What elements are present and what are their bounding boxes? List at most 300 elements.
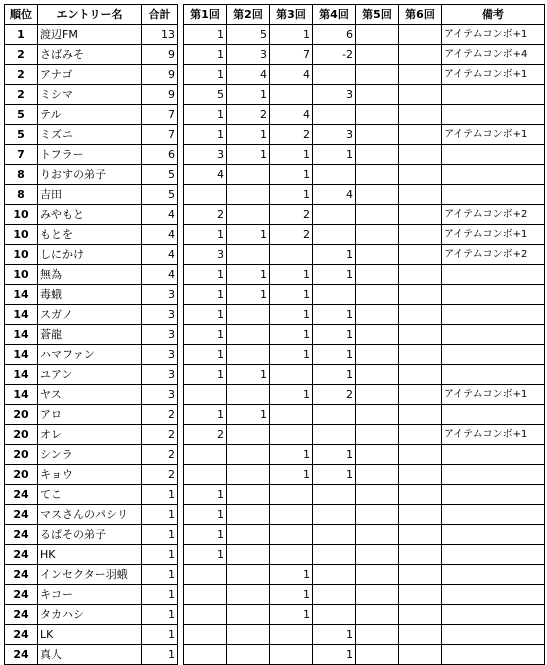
rank-cell: 20 — [5, 405, 38, 425]
standings-row — [5, 25, 178, 45]
total-cell: 3 — [142, 385, 178, 405]
round-6-score-cell — [399, 205, 442, 225]
round-5-score-cell — [356, 325, 399, 345]
round-scores-row — [184, 65, 545, 85]
standings-table — [4, 4, 178, 665]
entry-name-cell: アナゴ — [38, 65, 142, 85]
round-2-score-cell — [227, 605, 270, 625]
total-cell: 4 — [142, 265, 178, 285]
round-3-score-cell — [270, 485, 313, 505]
note-cell — [442, 325, 545, 345]
round-1-score-cell: 1 — [184, 265, 227, 285]
rank-cell: 20 — [5, 465, 38, 485]
round-1-score-cell: 3 — [184, 245, 227, 265]
round-1-score-cell: 1 — [184, 505, 227, 525]
rank-cell: 24 — [5, 625, 38, 645]
standings-row — [5, 585, 178, 605]
round-4-score-cell: -2 — [313, 45, 356, 65]
round-6-score-cell — [399, 325, 442, 345]
standings-row — [5, 405, 178, 425]
round-6-score-cell — [399, 525, 442, 545]
rank-cell: 20 — [5, 425, 38, 445]
note-cell — [442, 285, 545, 305]
note-cell — [442, 145, 545, 165]
rank-cell: 14 — [5, 345, 38, 365]
round-2-score-cell — [227, 325, 270, 345]
note-cell — [442, 365, 545, 385]
total-cell: 4 — [142, 245, 178, 265]
round-3-score-cell: 1 — [270, 385, 313, 405]
standings-row — [5, 565, 178, 585]
rank-cell: 24 — [5, 485, 38, 505]
round-scores-row — [184, 205, 545, 225]
entry-name-cell: 渡辺FM — [38, 25, 142, 45]
round-scores-row — [184, 125, 545, 145]
round-4-score-cell: 1 — [313, 145, 356, 165]
round-3-score-cell: 1 — [270, 585, 313, 605]
round-3-score-cell: 1 — [270, 605, 313, 625]
round-1-score-cell: 1 — [184, 105, 227, 125]
round-4-score-cell: 3 — [313, 85, 356, 105]
entry-name-cell: インセクター羽蛾 — [38, 565, 142, 585]
round-3-score-cell — [270, 405, 313, 425]
rank-cell: 10 — [5, 265, 38, 285]
round-6-score-cell — [399, 125, 442, 145]
round-6-score-cell — [399, 245, 442, 265]
rank-cell: 8 — [5, 185, 38, 205]
note-cell — [442, 485, 545, 505]
round-4-score-cell: 1 — [313, 465, 356, 485]
round-scores-row — [184, 545, 545, 565]
round-scores-row — [184, 165, 545, 185]
round-1-score-cell: 2 — [184, 205, 227, 225]
round-6-score-cell — [399, 45, 442, 65]
total-cell: 3 — [142, 345, 178, 365]
note-cell — [442, 345, 545, 365]
round-1-score-cell: 5 — [184, 85, 227, 105]
round-4-score-cell: 1 — [313, 445, 356, 465]
note-cell — [442, 305, 545, 325]
note-cell — [442, 505, 545, 525]
rank-cell: 14 — [5, 385, 38, 405]
standings-row — [5, 245, 178, 265]
round-3-score-cell: 1 — [270, 345, 313, 365]
entry-name-cell: タカハシ — [38, 605, 142, 625]
round-5-score-cell — [356, 225, 399, 245]
entry-name-cell: 吉田 — [38, 185, 142, 205]
note-cell: アイテムコンボ+2 — [442, 205, 545, 225]
round-2-score-cell — [227, 465, 270, 485]
round-1-score-cell — [184, 185, 227, 205]
total-cell: 3 — [142, 365, 178, 385]
round-2-score-cell — [227, 165, 270, 185]
total-cell: 1 — [142, 605, 178, 625]
note-cell: アイテムコンボ+1 — [442, 125, 545, 145]
round-1-score-cell: 2 — [184, 425, 227, 445]
round-2-score-cell — [227, 345, 270, 365]
round-3-score-cell — [270, 365, 313, 385]
rank-cell: 5 — [5, 105, 38, 125]
round-3-score-cell: 4 — [270, 65, 313, 85]
entry-name-cell: ハマファン — [38, 345, 142, 365]
total-cell: 1 — [142, 625, 178, 645]
round-scores-row — [184, 605, 545, 625]
round-3-header: 第3回 — [270, 5, 313, 25]
round-2-score-cell — [227, 205, 270, 225]
round-6-score-cell — [399, 165, 442, 185]
round-2-score-cell — [227, 245, 270, 265]
total-cell: 1 — [142, 585, 178, 605]
round-5-score-cell — [356, 145, 399, 165]
entry-name-cell: HK — [38, 545, 142, 565]
round-1-score-cell: 1 — [184, 125, 227, 145]
round-6-score-cell — [399, 585, 442, 605]
entry-name-cell: 毒蛾 — [38, 285, 142, 305]
round-2-score-cell: 1 — [227, 265, 270, 285]
round-scores-row — [184, 265, 545, 285]
standings-row — [5, 545, 178, 565]
entry-name-cell: テル — [38, 105, 142, 125]
total-cell: 5 — [142, 185, 178, 205]
round-6-score-cell — [399, 65, 442, 85]
rank-cell: 10 — [5, 245, 38, 265]
round-4-score-cell — [313, 165, 356, 185]
round-3-score-cell: 1 — [270, 285, 313, 305]
round-2-score-cell — [227, 305, 270, 325]
round-2-score-cell — [227, 525, 270, 545]
round-4-score-cell — [313, 545, 356, 565]
round-2-score-cell — [227, 445, 270, 465]
round-1-score-cell: 1 — [184, 405, 227, 425]
total-header: 合計 — [142, 5, 178, 25]
round-5-header: 第5回 — [356, 5, 399, 25]
rank-cell: 24 — [5, 525, 38, 545]
rank-cell: 24 — [5, 645, 38, 665]
note-cell — [442, 545, 545, 565]
round-1-score-cell: 1 — [184, 305, 227, 325]
rank-cell: 8 — [5, 165, 38, 185]
round-scores-row — [184, 185, 545, 205]
round-2-score-cell — [227, 485, 270, 505]
round-6-score-cell — [399, 545, 442, 565]
round-1-score-cell: 1 — [184, 25, 227, 45]
round-2-score-cell — [227, 385, 270, 405]
round-scores-row — [184, 525, 545, 545]
entry-name-cell: りおすの弟子 — [38, 165, 142, 185]
note-cell — [442, 165, 545, 185]
round-2-score-cell: 1 — [227, 85, 270, 105]
standings-row — [5, 345, 178, 365]
note-cell — [442, 645, 545, 665]
standings-row — [5, 65, 178, 85]
round-scores-table — [183, 4, 545, 665]
standings-row — [5, 165, 178, 185]
total-cell: 4 — [142, 205, 178, 225]
entry-name-cell: キコー — [38, 585, 142, 605]
standings-row — [5, 125, 178, 145]
round-4-score-cell — [313, 525, 356, 545]
round-2-score-cell — [227, 505, 270, 525]
rank-cell: 14 — [5, 365, 38, 385]
round-3-score-cell — [270, 505, 313, 525]
round-4-score-cell — [313, 105, 356, 125]
round-5-score-cell — [356, 305, 399, 325]
standings-row — [5, 145, 178, 165]
round-4-score-cell — [313, 425, 356, 445]
round-scores-row — [184, 365, 545, 385]
total-cell: 13 — [142, 25, 178, 45]
round-2-score-cell: 1 — [227, 405, 270, 425]
round-3-score-cell: 1 — [270, 445, 313, 465]
round-6-score-cell — [399, 105, 442, 125]
note-cell: アイテムコンボ+1 — [442, 425, 545, 445]
rank-cell: 2 — [5, 65, 38, 85]
round-1-score-cell — [184, 565, 227, 585]
total-cell: 2 — [142, 465, 178, 485]
round-5-score-cell — [356, 185, 399, 205]
standings-row — [5, 385, 178, 405]
round-4-score-cell: 1 — [313, 365, 356, 385]
round-6-score-cell — [399, 485, 442, 505]
round-scores-row — [184, 505, 545, 525]
round-4-score-cell — [313, 485, 356, 505]
round-4-score-cell — [313, 285, 356, 305]
round-scores-row — [184, 145, 545, 165]
round-5-score-cell — [356, 545, 399, 565]
round-4-score-cell: 1 — [313, 305, 356, 325]
standings-row — [5, 645, 178, 665]
round-4-score-cell — [313, 505, 356, 525]
round-3-score-cell: 1 — [270, 145, 313, 165]
round-2-score-cell: 1 — [227, 145, 270, 165]
round-5-score-cell — [356, 285, 399, 305]
round-scores-row — [184, 25, 545, 45]
round-6-score-cell — [399, 185, 442, 205]
rank-cell: 24 — [5, 565, 38, 585]
rank-cell: 10 — [5, 205, 38, 225]
round-6-score-cell — [399, 265, 442, 285]
round-1-score-cell: 4 — [184, 165, 227, 185]
round-2-score-cell: 1 — [227, 125, 270, 145]
round-5-score-cell — [356, 565, 399, 585]
round-scores-row — [184, 305, 545, 325]
total-cell: 9 — [142, 85, 178, 105]
round-scores-row — [184, 325, 545, 345]
round-scores-row — [184, 345, 545, 365]
round-1-score-cell: 1 — [184, 365, 227, 385]
total-cell: 2 — [142, 405, 178, 425]
entry-name-cell: るぱその弟子 — [38, 525, 142, 545]
rank-cell: 2 — [5, 85, 38, 105]
note-cell — [442, 185, 545, 205]
note-cell: アイテムコンボ+4 — [442, 45, 545, 65]
rank-cell: 2 — [5, 45, 38, 65]
total-cell: 1 — [142, 545, 178, 565]
note-cell: アイテムコンボ+1 — [442, 65, 545, 85]
round-2-score-cell — [227, 565, 270, 585]
entry-name-cell: ヤス — [38, 385, 142, 405]
entry-name-cell: ユアン — [38, 365, 142, 385]
round-2-score-cell: 4 — [227, 65, 270, 85]
standings-row — [5, 325, 178, 345]
round-5-score-cell — [356, 365, 399, 385]
standings-row — [5, 485, 178, 505]
total-cell: 3 — [142, 285, 178, 305]
rank-cell: 1 — [5, 25, 38, 45]
round-1-score-cell — [184, 585, 227, 605]
round-5-score-cell — [356, 645, 399, 665]
round-5-score-cell — [356, 85, 399, 105]
round-6-score-cell — [399, 345, 442, 365]
round-5-score-cell — [356, 585, 399, 605]
total-cell: 3 — [142, 325, 178, 345]
round-3-score-cell: 2 — [270, 205, 313, 225]
rank-cell: 24 — [5, 585, 38, 605]
round-3-score-cell — [270, 85, 313, 105]
note-cell — [442, 605, 545, 625]
round-2-score-cell: 5 — [227, 25, 270, 45]
rank-cell: 10 — [5, 225, 38, 245]
round-scores-row — [184, 85, 545, 105]
round-5-score-cell — [356, 485, 399, 505]
round-scores-row — [184, 485, 545, 505]
round-1-score-cell — [184, 645, 227, 665]
note-cell — [442, 445, 545, 465]
total-cell: 1 — [142, 525, 178, 545]
entry-name-cell: もとを — [38, 225, 142, 245]
round-6-score-cell — [399, 505, 442, 525]
round-scores-row — [184, 465, 545, 485]
total-cell: 2 — [142, 445, 178, 465]
round-scores-row — [184, 405, 545, 425]
entry-name-cell: スガノ — [38, 305, 142, 325]
round-5-score-cell — [356, 125, 399, 145]
standings-row — [5, 425, 178, 445]
round-5-score-cell — [356, 385, 399, 405]
round-3-score-cell: 1 — [270, 165, 313, 185]
standings-row — [5, 505, 178, 525]
round-3-score-cell — [270, 245, 313, 265]
round-scores-row — [184, 565, 545, 585]
standings-row — [5, 85, 178, 105]
entry-name-cell: ミシマ — [38, 85, 142, 105]
round-2-score-cell — [227, 545, 270, 565]
total-cell: 2 — [142, 425, 178, 445]
round-1-score-cell: 1 — [184, 545, 227, 565]
rank-cell: 24 — [5, 545, 38, 565]
standings-row — [5, 225, 178, 245]
round-2-score-cell — [227, 425, 270, 445]
round-5-score-cell — [356, 165, 399, 185]
round-4-score-cell: 1 — [313, 345, 356, 365]
round-3-score-cell: 7 — [270, 45, 313, 65]
total-cell: 1 — [142, 505, 178, 525]
round-5-score-cell — [356, 445, 399, 465]
round-2-score-cell — [227, 585, 270, 605]
rank-cell: 20 — [5, 445, 38, 465]
round-4-score-cell: 2 — [313, 385, 356, 405]
round-4-header: 第4回 — [313, 5, 356, 25]
round-6-score-cell — [399, 405, 442, 425]
entry-name-cell: てこ — [38, 485, 142, 505]
round-5-score-cell — [356, 405, 399, 425]
standings-row — [5, 365, 178, 385]
standings-row — [5, 465, 178, 485]
round-scores-row — [184, 45, 545, 65]
standings-row — [5, 105, 178, 125]
note-cell — [442, 85, 545, 105]
round-4-score-cell: 1 — [313, 625, 356, 645]
round-5-score-cell — [356, 65, 399, 85]
round-4-score-cell: 1 — [313, 245, 356, 265]
round-1-score-cell — [184, 385, 227, 405]
round-6-score-cell — [399, 385, 442, 405]
round-5-score-cell — [356, 245, 399, 265]
entry-name-cell: シンラ — [38, 445, 142, 465]
total-cell: 7 — [142, 125, 178, 145]
note-cell — [442, 405, 545, 425]
round-4-score-cell — [313, 585, 356, 605]
round-5-score-cell — [356, 525, 399, 545]
total-cell: 1 — [142, 645, 178, 665]
entry-name-cell: 蒼龍 — [38, 325, 142, 345]
round-4-score-cell — [313, 405, 356, 425]
round-5-score-cell — [356, 25, 399, 45]
entry-name-cell: しにかけ — [38, 245, 142, 265]
standings-row — [5, 205, 178, 225]
round-3-score-cell — [270, 645, 313, 665]
round-1-score-cell: 1 — [184, 65, 227, 85]
note-cell: アイテムコンボ+2 — [442, 245, 545, 265]
round-1-score-cell — [184, 465, 227, 485]
note-cell — [442, 565, 545, 585]
round-scores-row — [184, 445, 545, 465]
round-4-score-cell — [313, 565, 356, 585]
standings-header-row — [5, 5, 178, 25]
total-cell: 3 — [142, 305, 178, 325]
round-scores-row — [184, 425, 545, 445]
round-5-score-cell — [356, 45, 399, 65]
round-6-header: 第6回 — [399, 5, 442, 25]
rank-cell: 5 — [5, 125, 38, 145]
round-1-score-cell: 1 — [184, 345, 227, 365]
round-2-score-cell: 2 — [227, 105, 270, 125]
round-3-score-cell — [270, 525, 313, 545]
round-scores-row — [184, 385, 545, 405]
round-6-score-cell — [399, 25, 442, 45]
round-3-score-cell: 1 — [270, 465, 313, 485]
round-scores-header-row — [184, 5, 545, 25]
round-5-score-cell — [356, 465, 399, 485]
round-5-score-cell — [356, 205, 399, 225]
entry-name-cell: マスさんのパシリ — [38, 505, 142, 525]
round-3-score-cell — [270, 545, 313, 565]
round-3-score-cell: 4 — [270, 105, 313, 125]
round-6-score-cell — [399, 645, 442, 665]
round-4-score-cell — [313, 225, 356, 245]
round-4-score-cell — [313, 205, 356, 225]
round-5-score-cell — [356, 265, 399, 285]
entry-name-cell: オレ — [38, 425, 142, 445]
entry-name-cell: トフラー — [38, 145, 142, 165]
round-1-score-cell — [184, 605, 227, 625]
total-cell: 5 — [142, 165, 178, 185]
standings-row — [5, 45, 178, 65]
standings-row — [5, 305, 178, 325]
rank-cell: 7 — [5, 145, 38, 165]
standings-row — [5, 285, 178, 305]
total-cell: 1 — [142, 565, 178, 585]
